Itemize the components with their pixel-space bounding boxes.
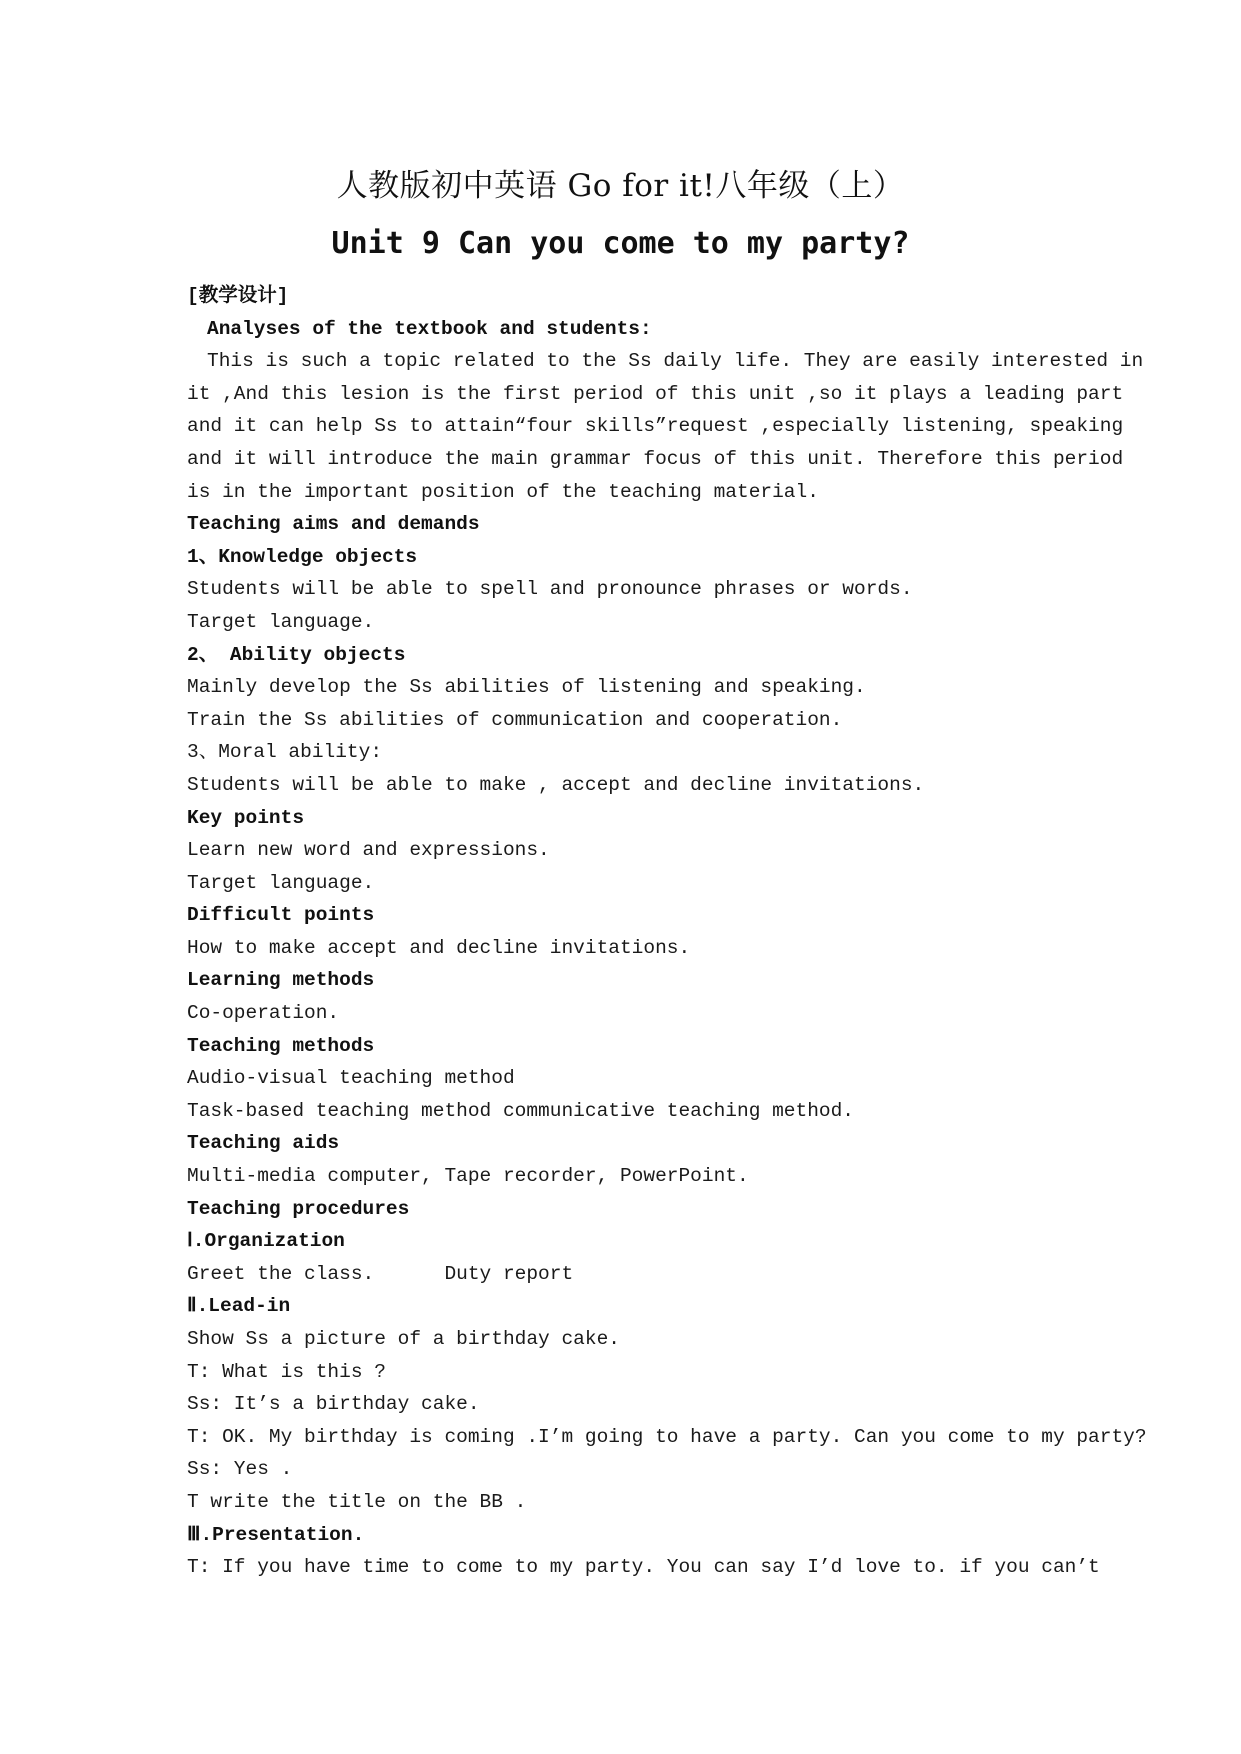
text-line: Teaching procedures: [187, 1197, 410, 1220]
text-line: 2、 Ability objects: [187, 643, 406, 666]
text-line: Students will be able to make , accept and decline invitations.: [187, 773, 925, 796]
text-line: Show Ss a picture of a birthday cake.: [187, 1328, 620, 1350]
text-line: Learn new word and expressions.: [187, 839, 550, 862]
text-line: Analyses of the textbook and students:: [207, 317, 652, 340]
unit-title: Unit 9 Can you come to my party?: [331, 226, 910, 261]
text-line: Ⅲ.Presentation.: [187, 1523, 365, 1546]
text-line: Teaching aids: [187, 1132, 340, 1155]
text-line: Mainly develop the Ss abilities of listening and speaking.: [187, 676, 866, 699]
text-line: Teaching methods: [187, 1034, 375, 1057]
text-line: Learning methods: [187, 969, 375, 992]
text-line: Train the Ss abilities of communication and cooperation.: [187, 708, 843, 731]
text-line: is in the important position of the teaching material.: [187, 480, 819, 503]
text-line: This is such a topic related to the Ss daily life. They are easily interested in: [207, 350, 1144, 373]
text-line: Key points: [187, 806, 305, 829]
text-line: How to make accept and decline invitations.: [187, 936, 691, 959]
text-line: Ss: Yes .: [187, 1458, 293, 1481]
text-line: [教学设计]: [187, 285, 289, 307]
text-line: Target language.: [187, 610, 375, 633]
document-title: 人教版初中英语 Go for it!八年级（上）: [336, 168, 905, 204]
text-line: T: If you have time to come to my party. You can say I’d love to. if you can’t: [187, 1556, 1100, 1579]
text-line: Students will be able to spell and pronounce phrases or words.: [187, 578, 913, 601]
text-line: T write the title on the BB .: [187, 1490, 527, 1513]
document-body: [187, 280, 1147, 1584]
text-line: Ⅱ.Lead-in: [187, 1295, 291, 1318]
text-line: T: OK. My birthday is coming .I’m going to have a party. Can you come to my party?: [187, 1425, 1147, 1448]
text-line: T: What is this ?: [187, 1360, 386, 1383]
text-line: Teaching aims and demands: [187, 513, 480, 536]
text-line: Audio-visual teaching method: [187, 1067, 515, 1090]
text-line: Greet the class. Duty report: [187, 1262, 574, 1285]
text-line: it ,And this lesion is the first period of this unit ,so it plays a leading part: [187, 382, 1124, 405]
text-line: Ss: It’s a birthday cake.: [187, 1393, 480, 1416]
text-line: and it will introduce the main grammar focus of this unit. Therefore this period: [187, 447, 1124, 470]
text-line: and it can help Ss to attain“four skills”request ,especially listening, speaking: [187, 415, 1124, 438]
text-line: 1、Knowledge objects: [187, 545, 418, 568]
text-line: Ⅰ.Organization: [187, 1230, 345, 1253]
text-line: 3、Moral ability:: [187, 741, 383, 764]
text-line: Task-based teaching method communicative teaching method.: [187, 1099, 855, 1122]
text-line: Co-operation.: [187, 1002, 340, 1025]
text-line: Target language.: [187, 871, 375, 894]
text-line: Multi-media computer, Tape recorder, PowerPoint.: [187, 1165, 749, 1188]
text-line: Difficult points: [187, 904, 375, 927]
